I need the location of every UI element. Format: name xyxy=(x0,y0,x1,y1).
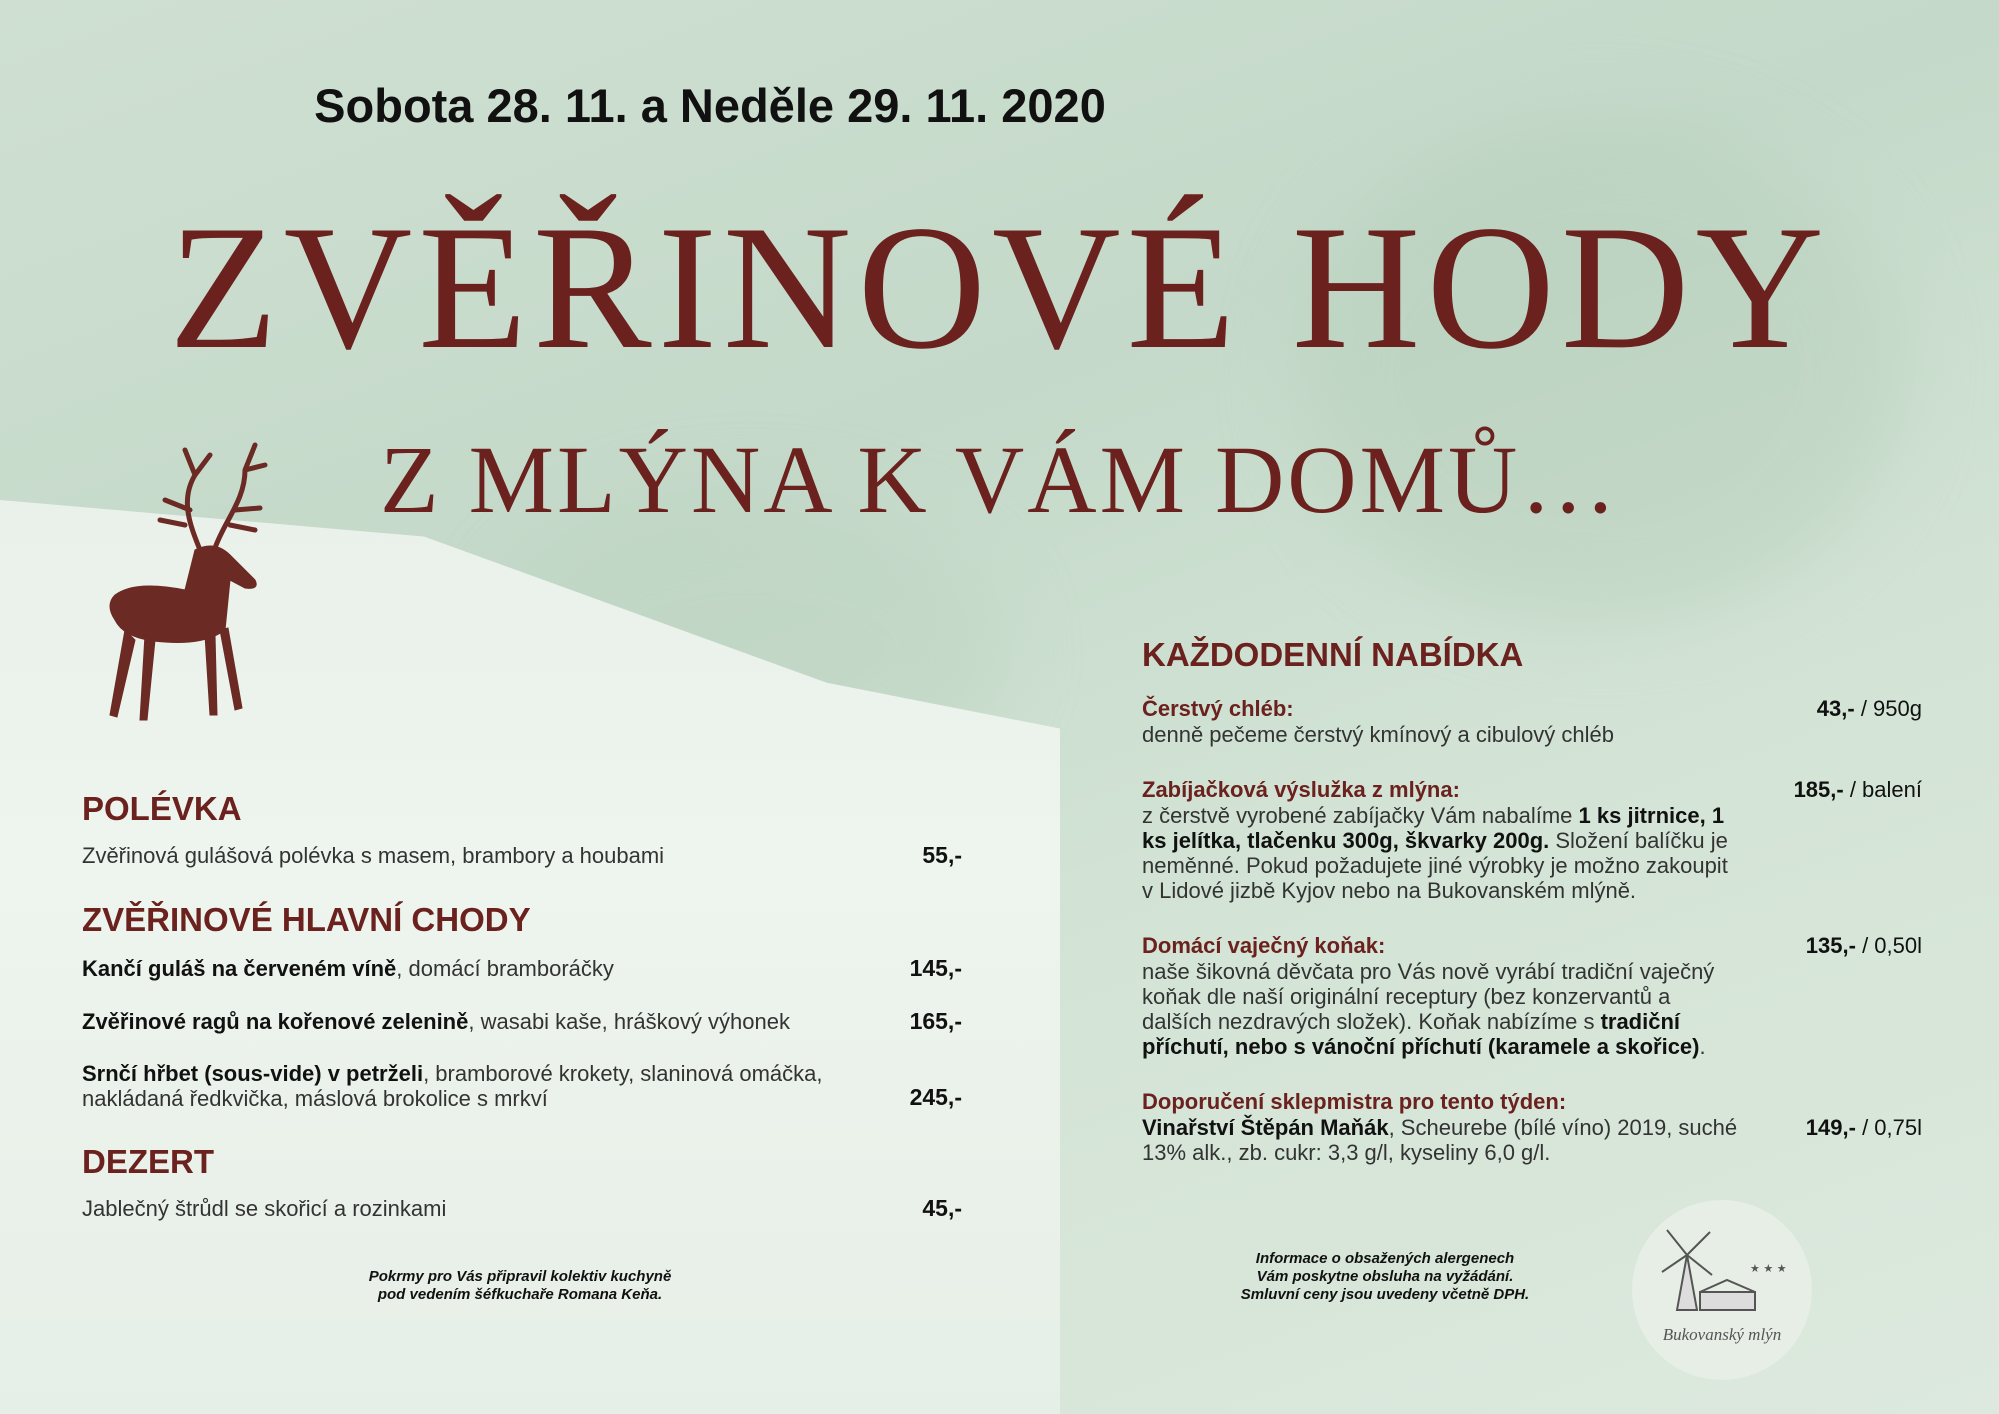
windmill-icon xyxy=(1632,1200,1812,1380)
item-desc: naše šikovná děvčata pro Vás nově vyrábí tradiční vaječný koňak dle naší originální receptury (bez konzervantů a dalších nezdravých složek). Koňak nabízíme s xyxy=(1142,959,1715,1034)
item-price: 185,- xyxy=(1793,777,1844,802)
item-unit: / balení xyxy=(1843,777,1922,802)
item-name: Zabíjačková výslužka z mlýna: xyxy=(1142,777,1460,802)
page-subtitle: Z MLÝNA K VÁM DOMŮ… xyxy=(380,426,1620,533)
page-title: ZVĚŘINOVÉ HODY xyxy=(168,188,1831,386)
note-line: Pokrmy pro Vás připravil kolektiv kuchyně xyxy=(368,1268,672,1285)
item-price: 43,- xyxy=(1816,696,1855,721)
event-date: Sobota 28. 11. a Neděle 29. 11. 2020 xyxy=(314,79,1106,132)
soup-heading: POLÉVKA xyxy=(82,790,242,827)
item-price: 149,- xyxy=(1805,1115,1856,1140)
list-item xyxy=(1142,777,1922,903)
list-item xyxy=(1142,1089,1922,1165)
list-item xyxy=(82,955,962,982)
logo xyxy=(1632,1200,1812,1380)
left-menu-column xyxy=(82,790,962,1222)
list-item xyxy=(82,1195,962,1222)
item-desc: Zvěřinová gulášová polévka s masem, brambory a houbami xyxy=(82,843,665,868)
list-item xyxy=(82,1061,962,1111)
item-name: Doporučení sklepmistra pro tento týden: xyxy=(1142,1089,1567,1114)
list-item xyxy=(82,842,962,869)
allergen-note xyxy=(1205,1250,1565,1304)
logo-text: Bukovanský mlýn xyxy=(1662,1325,1782,1344)
item-unit: / 0,75l xyxy=(1855,1115,1922,1140)
item-name: Kančí guláš na červeném víně xyxy=(82,956,397,981)
item-name: Srnčí hřbet (sous-vide) v petrželi xyxy=(82,1061,424,1086)
item-name: Čerstvý chléb: xyxy=(1142,696,1294,721)
item-price: 165,- xyxy=(909,1008,962,1034)
note-line: Vám poskytne obsluha na vyžádání. xyxy=(1256,1268,1514,1285)
item-desc-bold: 1 ks jitrnice, 1 ks jelítka, tlačenku 300g, škvarky 200g. xyxy=(1142,803,1725,853)
item-desc: , Scheurebe (bílé víno) 2019, suché 13% alk., zb. cukr: 3,3 g/l, kyseliny 6,0 g/l. xyxy=(1142,1115,1738,1165)
dessert-heading: DEZERT xyxy=(82,1143,214,1180)
list-item xyxy=(1142,696,1922,747)
item-desc: , wasabi kaše, hráškový výhonek xyxy=(468,1009,790,1034)
logo-stars: ★ ★ ★ xyxy=(1750,1262,1787,1275)
daily-offer-column xyxy=(1142,636,1922,1195)
item-name: Domácí vaječný koňak: xyxy=(1142,933,1386,958)
item-desc: nakládaná ředkvička, máslová brokolice s mrkví xyxy=(82,1086,548,1111)
item-desc-bold: tradiční příchutí, nebo s vánoční příchutí (karamele a skořice) xyxy=(1142,1009,1700,1059)
list-item xyxy=(1142,933,1922,1059)
item-desc: , bramborové krokety, slaninová omáčka, xyxy=(423,1061,823,1086)
list-item xyxy=(82,1008,962,1035)
item-name: Zvěřinové ragů na kořenové zelenině xyxy=(82,1009,469,1034)
mains-heading: ZVĚŘINOVÉ HLAVNÍ CHODY xyxy=(82,901,531,938)
item-unit: / 950g xyxy=(1854,696,1922,721)
item-price: 135,- xyxy=(1805,933,1856,958)
item-price: 145,- xyxy=(909,955,962,981)
kitchen-note xyxy=(330,1268,710,1304)
daily-heading: KAŽDODENNÍ NABÍDKA xyxy=(1142,636,1524,673)
item-desc-bold: Vinařství Štěpán Maňák xyxy=(1142,1115,1389,1140)
note-line: Smluvní ceny jsou uvedeny včetně DPH. xyxy=(1240,1286,1530,1303)
item-desc: Složení balíčku je neměnné. Pokud požadujete jiné výrobky je možno zakoupit v Lidové jizbě Kyjov nebo na Bukovanském mlýně. xyxy=(1142,828,1728,903)
item-desc: Jablečný štrůdl se skořicí a rozinkami xyxy=(82,1196,447,1221)
stag-illustration-icon xyxy=(95,430,335,750)
item-desc: z čerstvě vyrobené zabíjačky Vám nabalíme xyxy=(1142,803,1579,828)
note-line: Informace o obsažených alergenech xyxy=(1255,1250,1515,1267)
item-desc: , domácí bramboráčky xyxy=(396,956,614,981)
item-desc: . xyxy=(1699,1034,1706,1059)
item-price: 55,- xyxy=(922,842,962,868)
item-price: 45,- xyxy=(922,1195,962,1221)
item-unit: / 0,50l xyxy=(1855,933,1922,958)
item-desc: denně pečeme čerstvý kmínový a cibulový chléb xyxy=(1142,722,1615,747)
note-line: pod vedením šéfkuchaře Romana Keňa. xyxy=(377,1286,663,1303)
item-price: 245,- xyxy=(909,1084,962,1110)
